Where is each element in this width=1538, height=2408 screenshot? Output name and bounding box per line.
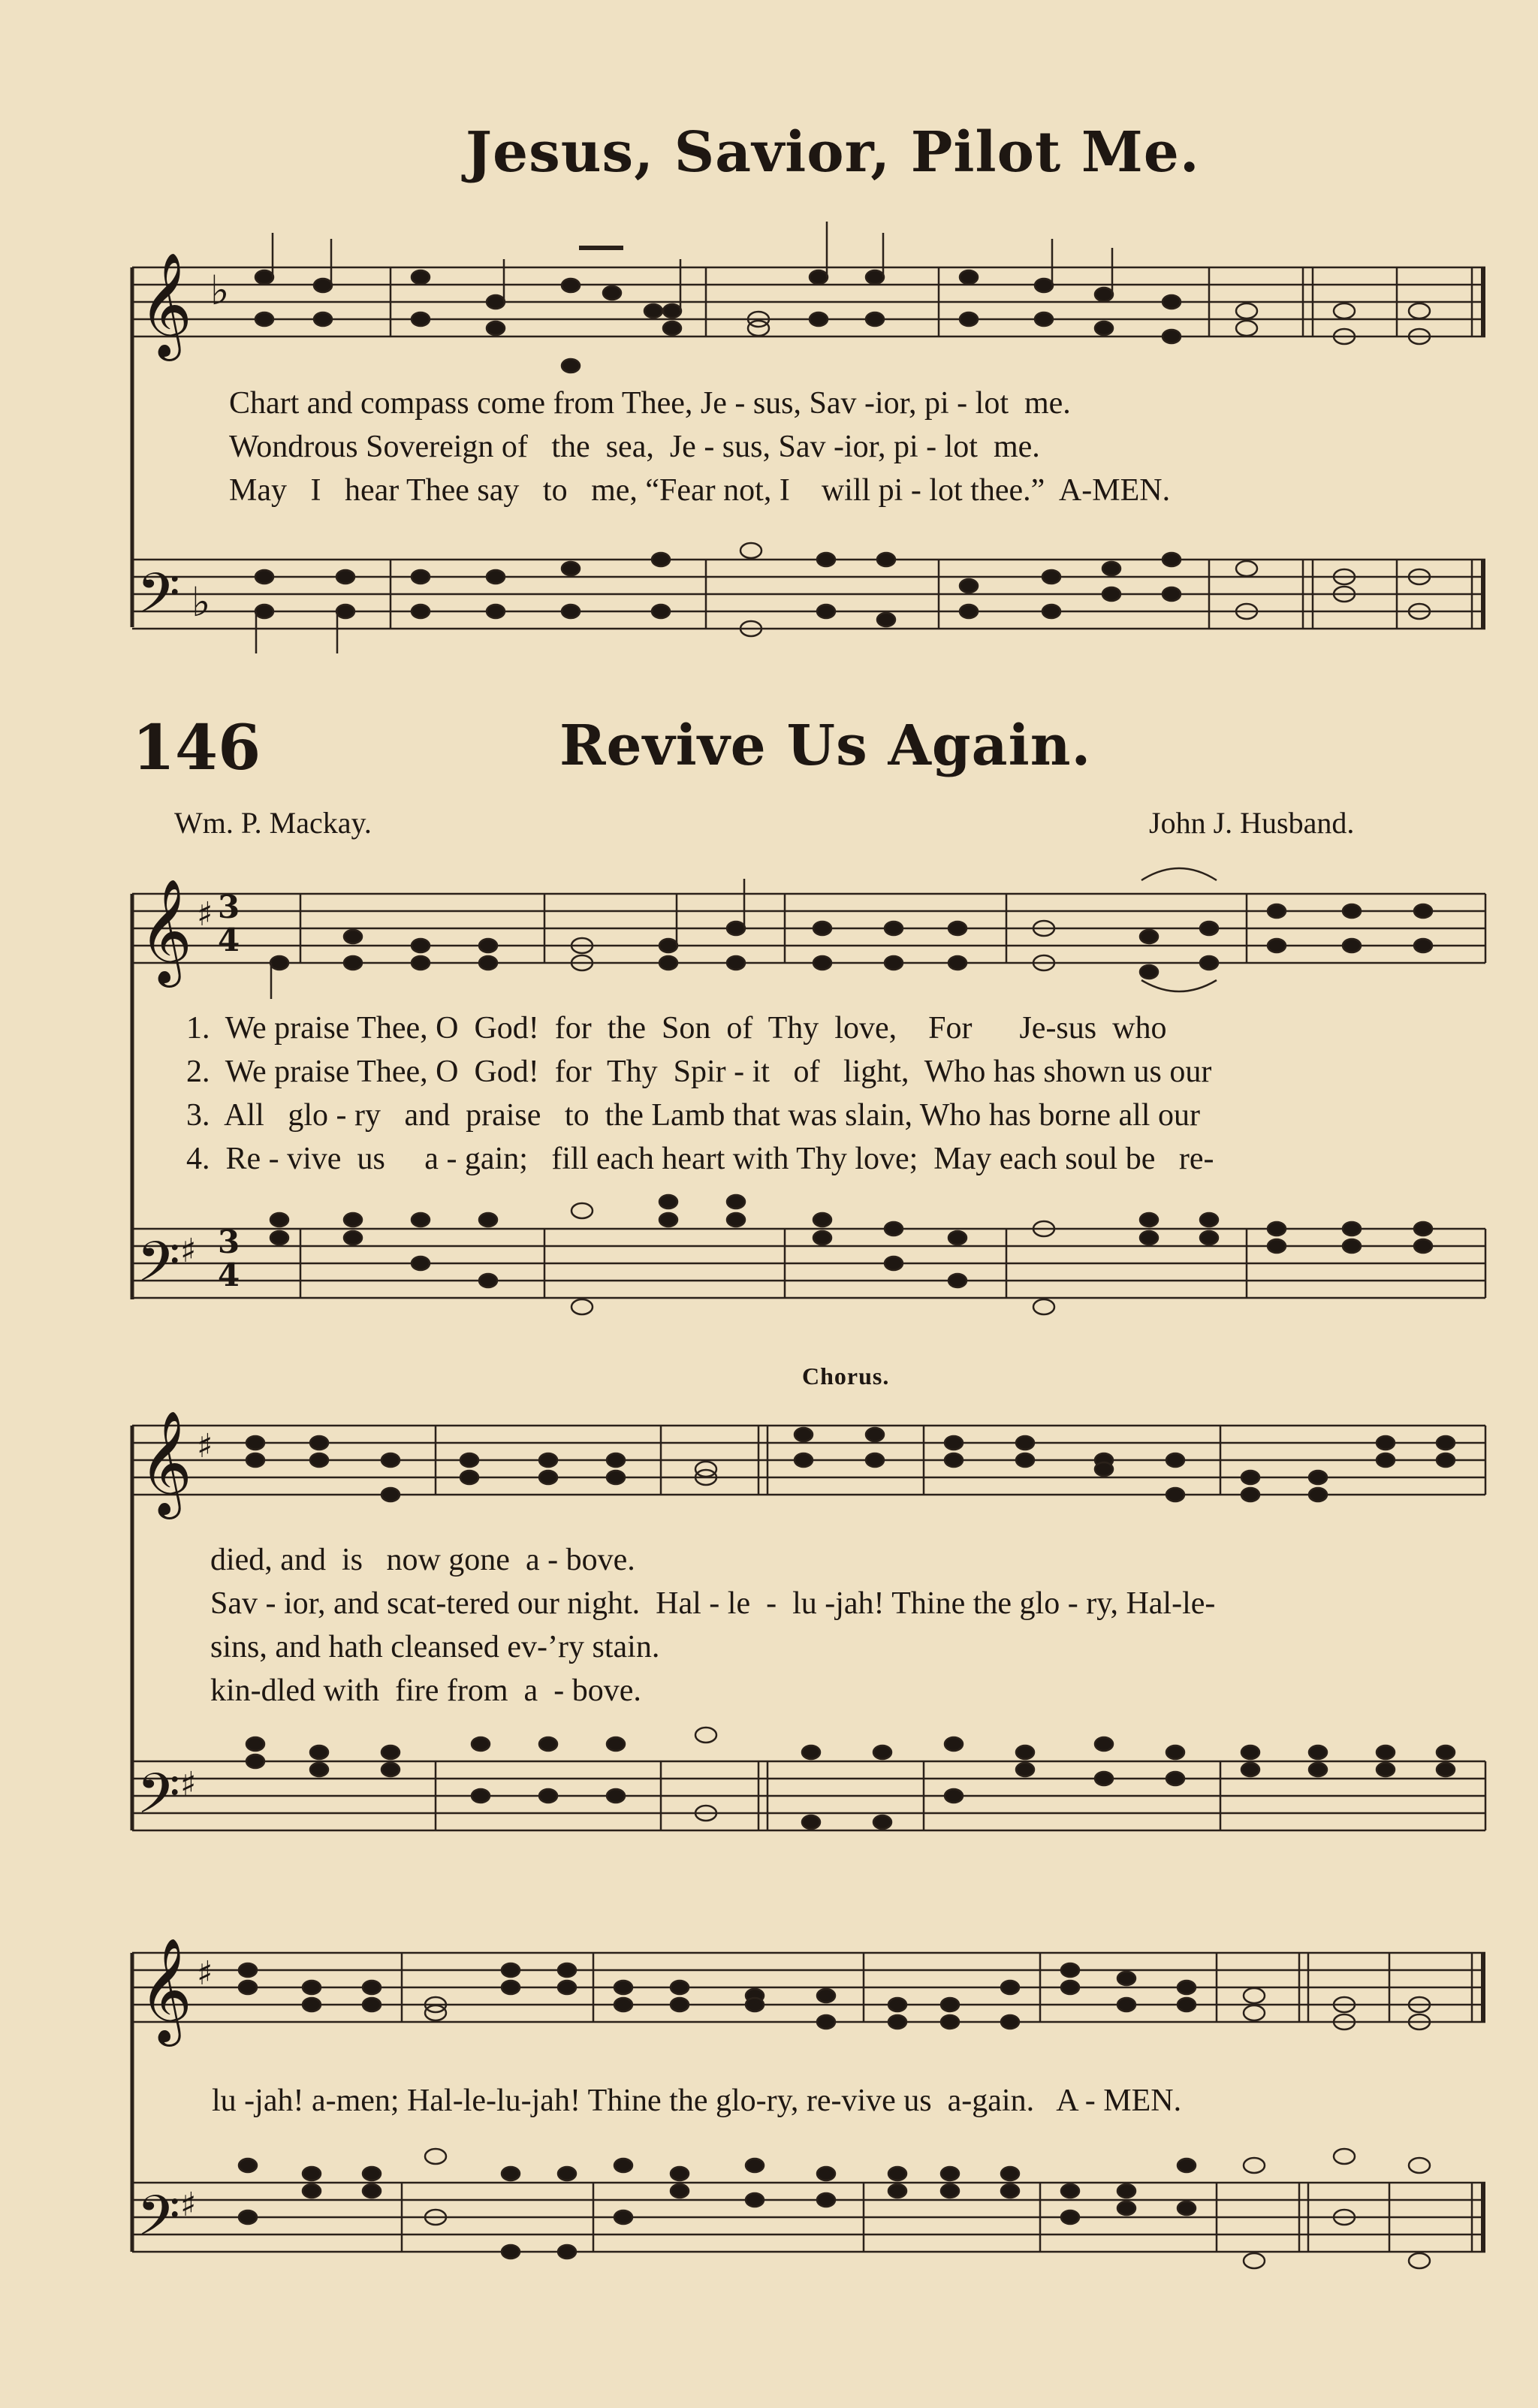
svg-text:𝄢: 𝄢 bbox=[137, 1761, 180, 1840]
hymn-title-jesus-savior-pilot-me: Jesus, Savior, Pilot Me. bbox=[466, 120, 1200, 185]
lyric-line-a-2: Wondrous Sovereign of the sea, Je - sus, Sav -ior, pi - lot me. bbox=[229, 430, 1040, 464]
svg-text:♯: ♯ bbox=[180, 2186, 197, 2224]
verse-ending-3: sins, and hath cleansed ev-’ry stain. bbox=[210, 1630, 660, 1664]
svg-text:3: 3 bbox=[218, 889, 240, 925]
verse-ending-2: Sav - ior, and scat-tered our night. Hal - le - lu -jah! Thine the glo - ry, Hal-le- bbox=[210, 1586, 1216, 1621]
svg-text:𝄢: 𝄢 bbox=[137, 561, 180, 640]
svg-text:♯: ♯ bbox=[180, 1232, 197, 1270]
verse-line-3: 3. All glo - ry and praise to the Lamb that was slain, Who has borne all our bbox=[186, 1098, 1200, 1133]
verse-ending-1: died, and is now gone a - bove. bbox=[210, 1543, 635, 1577]
svg-text:♭: ♭ bbox=[191, 578, 211, 626]
svg-text:𝄞: 𝄞 bbox=[139, 1938, 192, 2042]
lyric-line-a-1: Chart and compass come from Thee, Je - sus, Sav -ior, pi - lot me. bbox=[229, 386, 1071, 421]
composer-credit: John J. Husband. bbox=[1149, 806, 1355, 840]
svg-text:𝄢: 𝄢 bbox=[137, 1230, 180, 1308]
verse-line-4: 4. Re - vive us a - gain; fill each heart with Thy love; May each soul be re- bbox=[186, 1142, 1214, 1176]
svg-text:♯: ♯ bbox=[180, 1765, 197, 1803]
svg-text:𝄢: 𝄢 bbox=[137, 2183, 180, 2262]
svg-text:♯: ♯ bbox=[197, 1427, 213, 1465]
svg-text:♯: ♯ bbox=[197, 895, 213, 934]
svg-text:4: 4 bbox=[218, 1257, 240, 1293]
hymn-number: 146 bbox=[132, 712, 261, 784]
svg-text:𝄞: 𝄞 bbox=[139, 252, 192, 357]
lyricist-credit: Wm. P. Mackay. bbox=[174, 806, 372, 840]
lyric-line-a-3: May I hear Thee say to me, “Fear not, I will pi - lot thee.” A-MEN. bbox=[229, 473, 1171, 508]
svg-text:4: 4 bbox=[218, 922, 240, 958]
verse-line-2: 2. We praise Thee, O God! for Thy Spir - it of light, Who has shown us our bbox=[186, 1055, 1212, 1089]
svg-text:𝄞: 𝄞 bbox=[139, 879, 192, 983]
svg-text:𝄞: 𝄞 bbox=[139, 1411, 192, 1515]
verse-line-1: 1. We praise Thee, O God! for the Son of Thy love, For Je-sus who bbox=[186, 1011, 1167, 1046]
svg-text:3: 3 bbox=[218, 1224, 240, 1260]
svg-text:♭: ♭ bbox=[210, 267, 230, 314]
chorus-lyric-line: lu -jah! a-men; Hal-le-lu-jah! Thine the glo-ry, re-vive us a-gain. A - MEN. bbox=[212, 2084, 1182, 2118]
chorus-label: Chorus. bbox=[802, 1362, 890, 1390]
svg-text:♯: ♯ bbox=[197, 1954, 213, 1993]
verse-ending-4: kin-dled with fire from a - bove. bbox=[210, 1673, 641, 1708]
hymn-title-revive-us-again: Revive Us Again. bbox=[559, 714, 1092, 778]
